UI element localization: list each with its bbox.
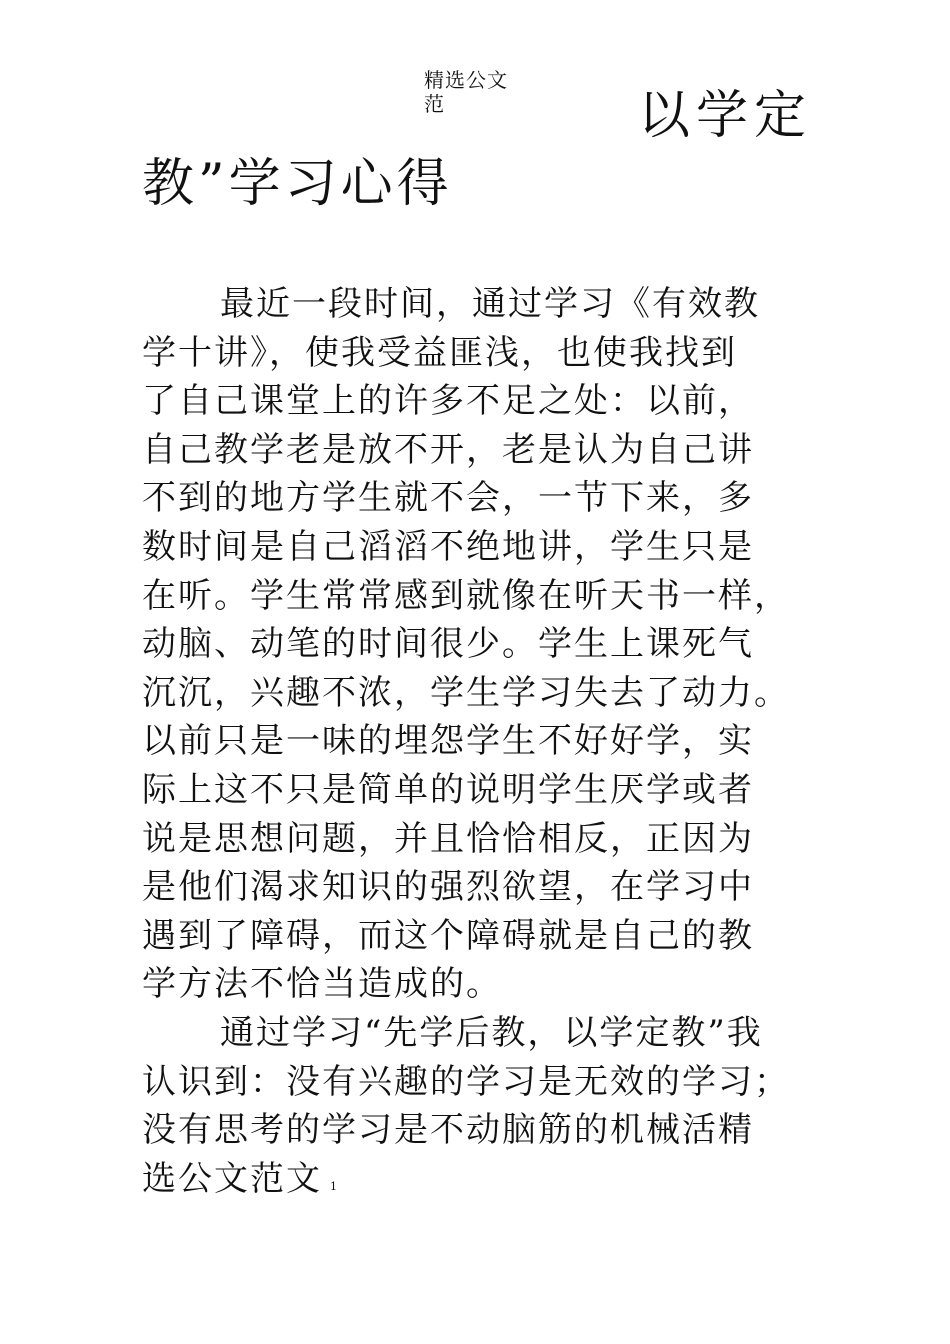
body-line: 数时间是自己滔滔不绝地讲，学生只是	[142, 526, 754, 567]
document-title-part2: 教”学习心得	[142, 154, 453, 214]
body-line-last	[142, 1155, 842, 1204]
page-number: 1	[330, 1179, 337, 1193]
header-watermark-line2: 范	[424, 92, 445, 116]
body-line: 际上这不只是简单的说明学生厌学或者	[142, 769, 754, 810]
document-body	[142, 280, 842, 1203]
body-line: 了自己课堂上的许多不足之处：以前，	[142, 381, 754, 422]
body-line: 自己教学老是放不开，老是认为自己讲	[142, 429, 754, 470]
body-line: 动脑、动笔的时间很少。学生上课死气	[142, 624, 754, 665]
body-line: 在听。学生常常感到就像在听天书一样，	[142, 575, 790, 616]
header-watermark	[424, 68, 534, 116]
body-line: 学方法不恰当造成的。	[142, 964, 502, 1005]
body-line: 通过学习“先学后教，以学定教”我	[220, 1012, 763, 1053]
body-line: 是他们渴求知识的强烈欲望，在学习中	[142, 867, 754, 908]
body-line: 不到的地方学生就不会，一节下来，多	[142, 478, 754, 519]
body-line: 说是思想问题，并且恰恰相反，正因为	[142, 818, 754, 859]
body-line: 认识到：没有兴趣的学习是无效的学习；	[142, 1061, 790, 1102]
header-watermark-line1: 精选公文	[424, 68, 508, 92]
body-line: 没有思考的学习是不动脑筋的机械活精	[142, 1110, 754, 1151]
body-line: 遇到了障碍，而这个障碍就是自己的教	[142, 915, 754, 956]
body-line: 学十讲》，使我受益匪浅，也使我找到	[142, 332, 737, 373]
body-line: 沉沉，兴趣不浓，学生学习失去了动力。	[142, 672, 790, 713]
document-title-part1: 以学定	[638, 86, 813, 146]
body-line: 最近一段时间，通过学习《有效教	[220, 284, 760, 324]
body-line: 以前只是一味的埋怨学生不好好学，实	[142, 721, 754, 762]
body-line-last-text: 选公文范文	[142, 1158, 322, 1199]
